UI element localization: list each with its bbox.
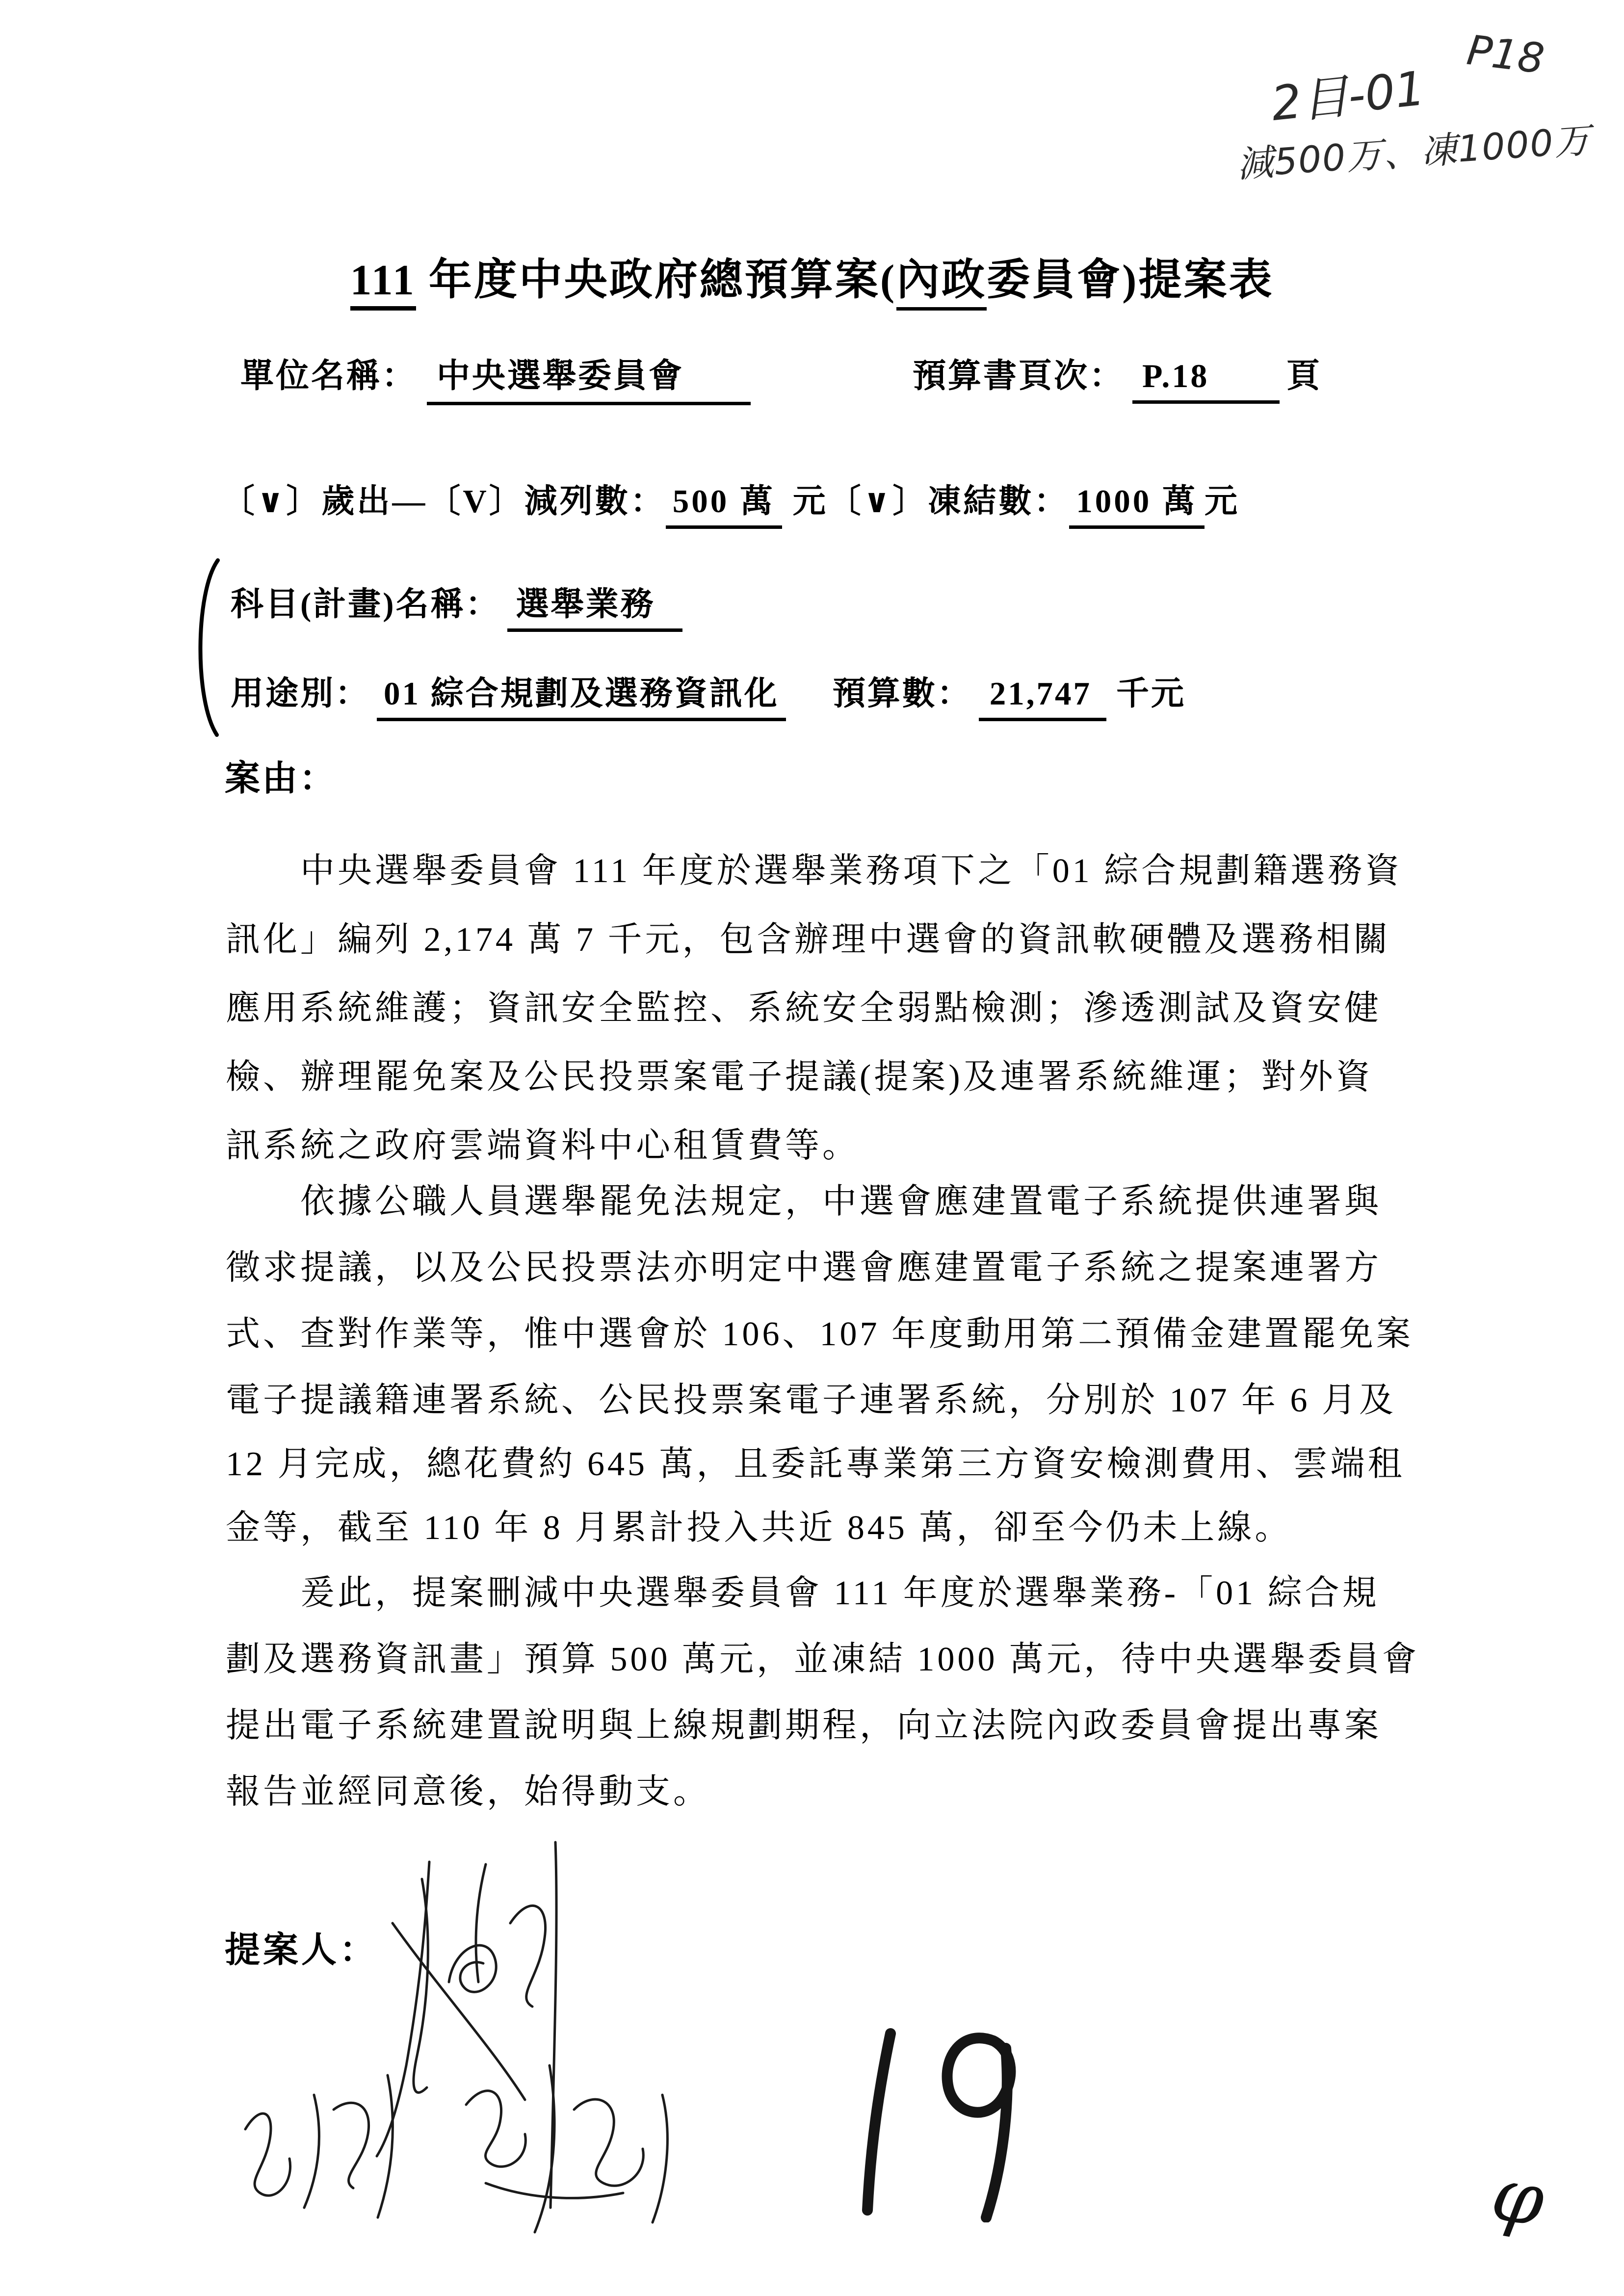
body-line: 依據公職人員選舉罷免法規定，中選會應建置電子系統提供連署與	[300, 1183, 1382, 1221]
handwritten-number-19	[844, 1992, 1050, 2222]
body-line: 提出電子系統建置說明與上線規劃期程，向立法院內政委員會提出專案	[226, 1707, 1382, 1745]
handwritten-page-note: P18	[1464, 26, 1547, 83]
body-line: 金等，截至 110 年 8 月累計投入共近 845 萬，卻至今仍未上線。	[226, 1509, 1292, 1547]
usage-row	[231, 667, 1186, 714]
unit-row	[240, 349, 1322, 405]
dash: —	[392, 483, 428, 520]
body-line: 訊系統之政府雲端資料中心租賃費等。	[226, 1127, 860, 1165]
freeze-label: 凍結數：	[928, 483, 1070, 520]
handwritten-case-code: 2目-01	[1268, 60, 1428, 132]
body-line: 報告並經同意後，始得動支。	[226, 1773, 710, 1811]
reduction-checkbox: 〔V〕	[427, 483, 524, 520]
usage-value: 01 綜合規劃及選務資訊化	[377, 676, 786, 721]
case-reason-label: 案由：	[225, 759, 337, 798]
title-tail: 委員會)提案表	[987, 257, 1274, 304]
expenditure-checkbox: 〔∨〕	[222, 483, 322, 520]
title-year: 111	[350, 257, 416, 311]
body-line: 中央選舉委員會 111 年度於選舉業務項下之「01 綜合規劃籍選務資	[300, 852, 1403, 890]
budget-book-page-label: 預算書頁次：	[913, 357, 1125, 394]
body-line: 檢、辦理罷免案及公民投票案電子提議(提案)及連署系統維運；對外資	[226, 1058, 1373, 1096]
budget-amount-value: 21,747	[979, 676, 1106, 721]
body-line: 劃及選務資訊畫」預算 500 萬元，並凍結 1000 萬元，待中央選舉委員會	[226, 1641, 1419, 1678]
budget-amount-label: 預算數：	[832, 676, 972, 712]
body-line: 式、查對作業等，惟中選會於 106、107 年度動用第二預備金建置罷免案	[226, 1315, 1414, 1353]
reduction-amount: 500 萬	[666, 483, 782, 529]
usage-label: 用途別：	[231, 676, 370, 712]
subject-value: 選舉業務	[507, 586, 682, 632]
expenditure-label: 歲出	[321, 483, 393, 520]
proposer-label: 提案人：	[225, 1931, 378, 1970]
body-line: 爰此，提案刪減中央選舉委員會 111 年度於選舉業務-「01 綜合規	[300, 1574, 1380, 1612]
cosigner-signatures	[231, 2036, 795, 2247]
body-line: 電子提議籍連署系統、公民投票案電子連署系統，分別於 107 年 6 月及	[226, 1382, 1396, 1419]
body-line: 12 月完成，總花費約 645 萬，且委託專業第三方資安檢測費用、雲端租	[226, 1445, 1405, 1483]
title-mid: 年度中央政府總預算案(	[416, 257, 897, 304]
body-line: 應用系統維護；資訊安全監控、系統安全弱點檢測；滲透測試及資安健	[226, 990, 1382, 1027]
document-title	[0, 245, 1624, 307]
body-line: 徵求提議，以及公民投票法亦明定中選會應建置電子系統之提案連署方	[226, 1249, 1382, 1287]
budget-book-page-suffix: 頁	[1286, 357, 1322, 394]
freeze-amount: 1000 萬	[1069, 483, 1205, 529]
body-line: 訊化」編列 2,174 萬 7 千元，包含辦理中選會的資訊軟硬體及選務相關	[226, 921, 1391, 959]
freeze-unit: 元	[1204, 483, 1240, 520]
subject-row	[231, 578, 682, 625]
checkbox-row	[222, 475, 1240, 522]
unit-name-label: 單位名稱：	[240, 357, 418, 394]
subject-label: 科目(計畫)名稱：	[231, 586, 500, 623]
budget-amount-unit: 千元	[1116, 676, 1186, 712]
freeze-checkbox: 〔∨〕	[828, 483, 928, 520]
title-committee: 內政	[896, 257, 987, 311]
unit-name-value: 中央選舉委員會	[427, 349, 751, 405]
left-brace	[188, 557, 224, 738]
handwritten-corner-mark: φ	[1485, 2151, 1551, 2244]
handwritten-amount-note: 減500万、凍1000万	[1235, 119, 1593, 186]
reduction-unit: 元	[782, 483, 828, 520]
reduction-label: 減列數：	[524, 483, 666, 520]
budget-book-page-value: P.18	[1132, 357, 1280, 404]
